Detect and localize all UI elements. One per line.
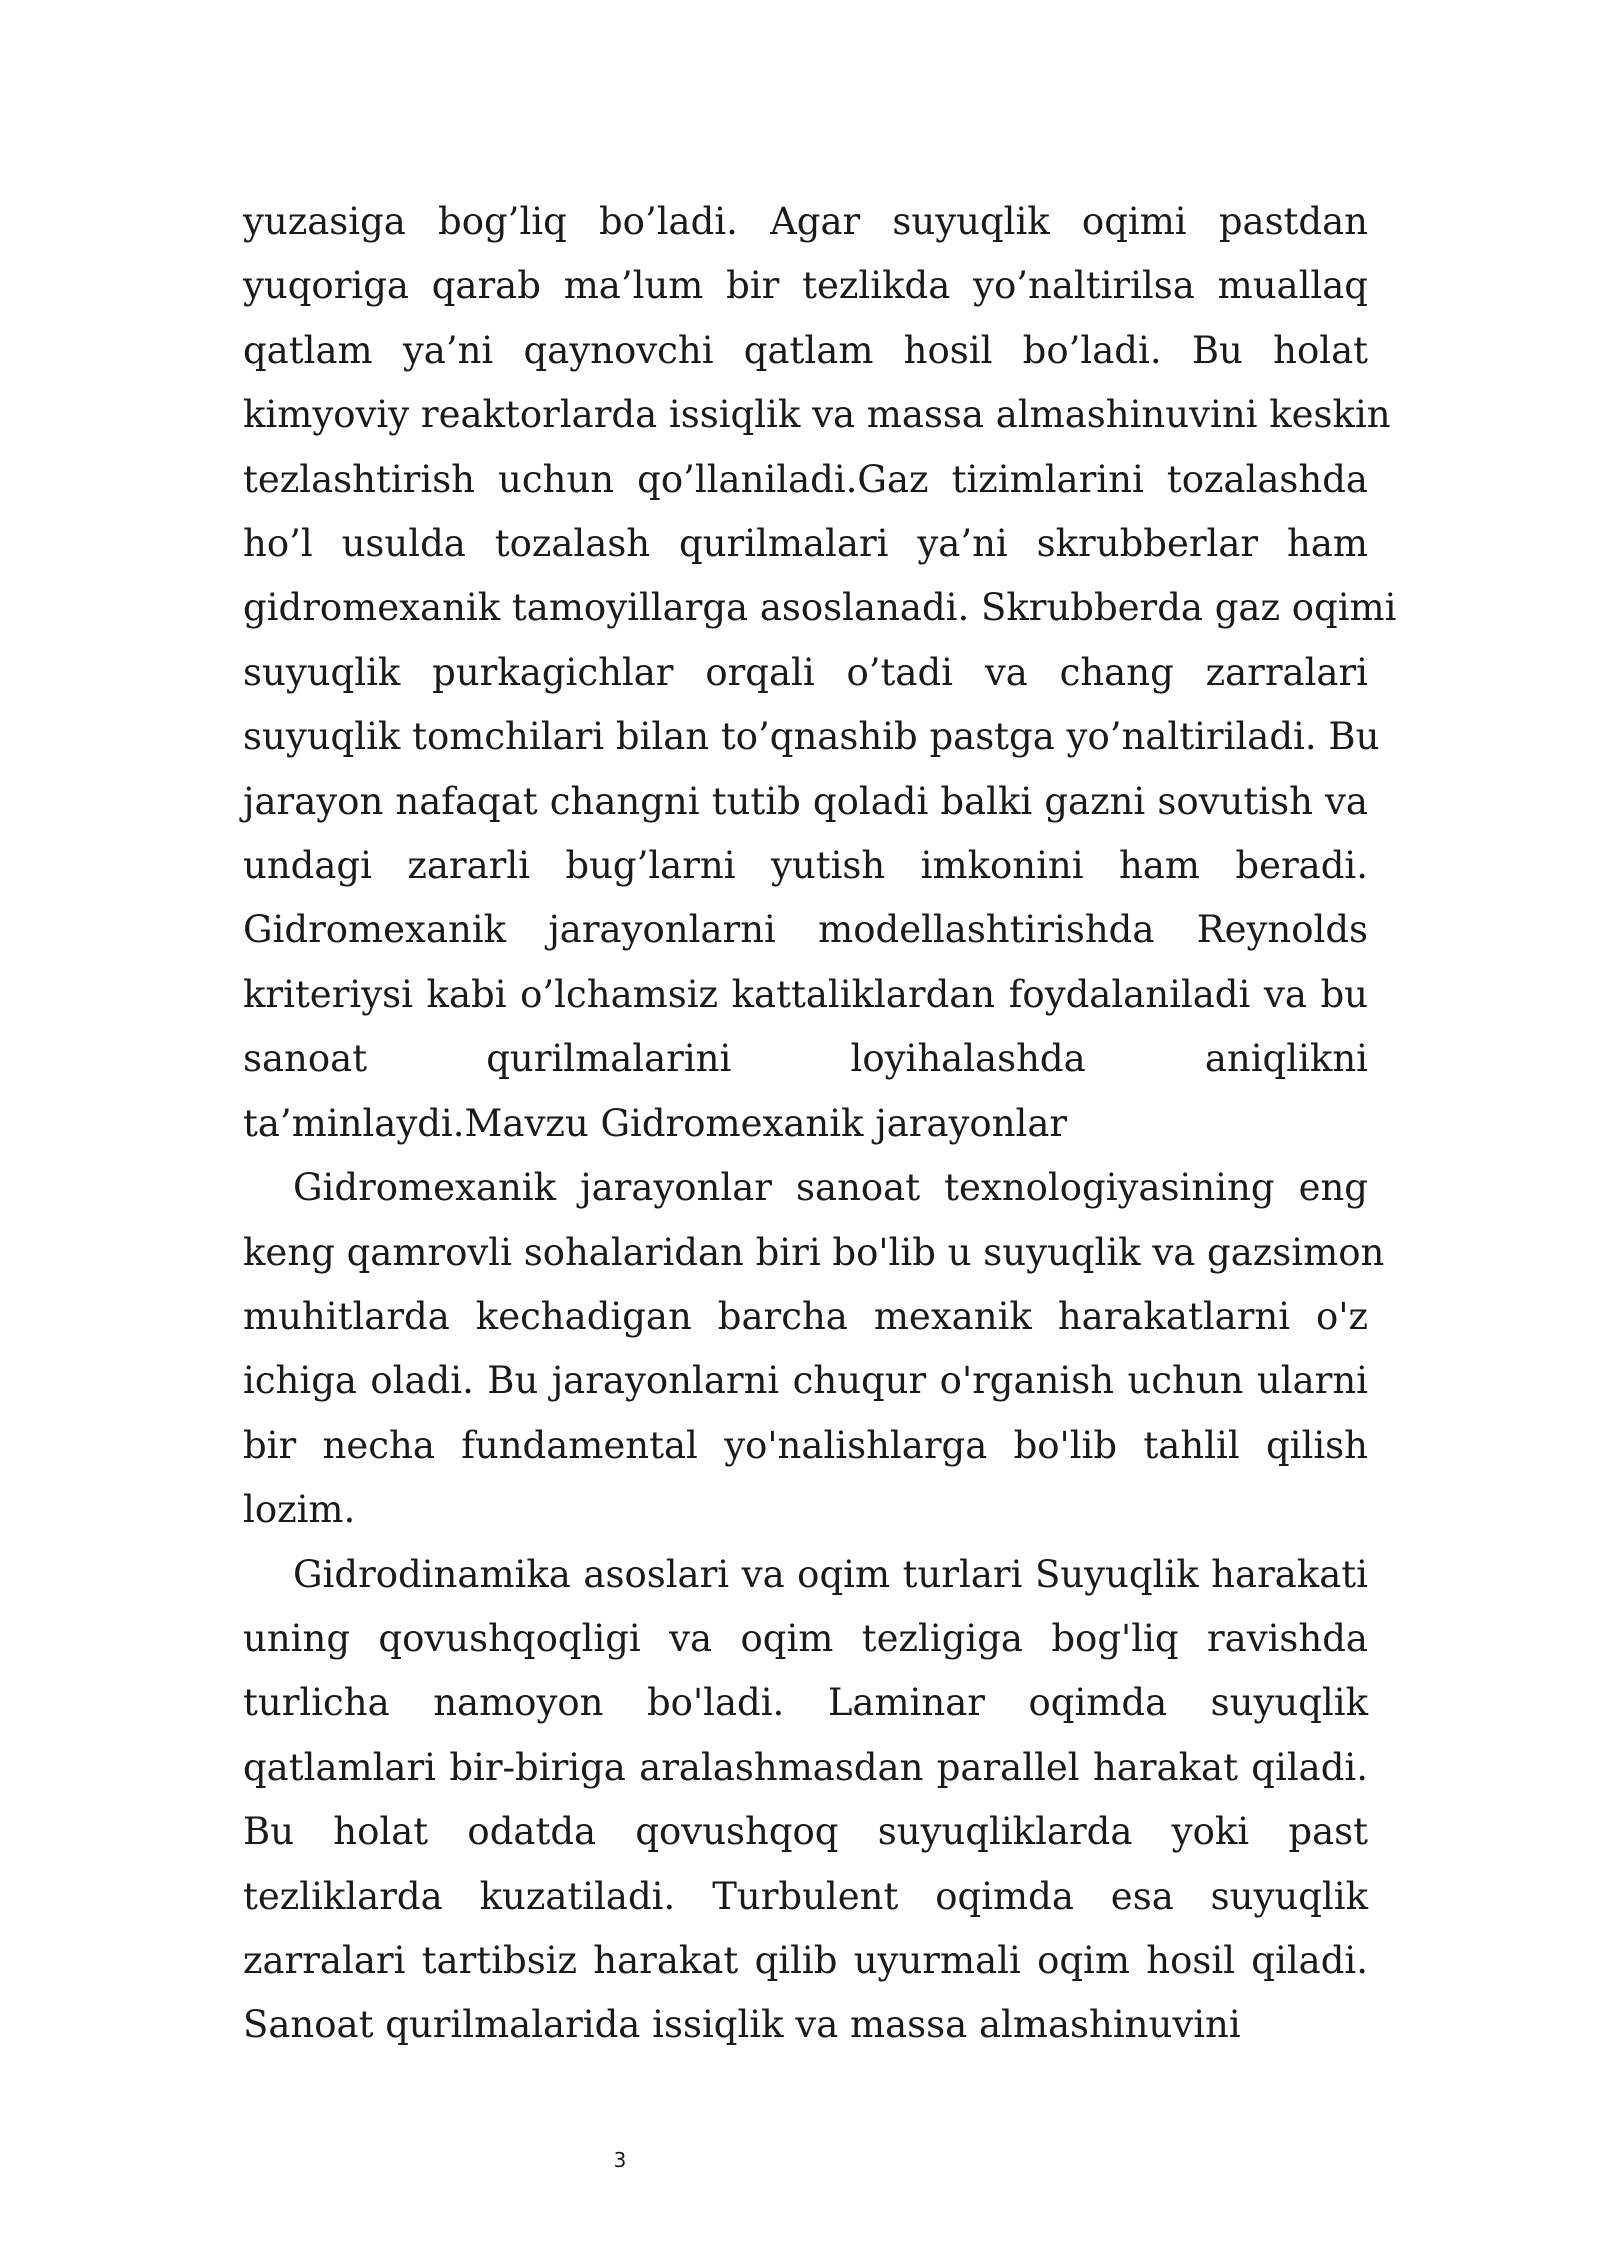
text-line: sanoat qurilmalarini loyihalashda aniqlikni: [243, 1037, 1368, 1081]
text-line: ichiga oladi. Bu jarayonlarni chuqur o'rganish uchun ularni: [243, 1359, 1368, 1403]
text-line: qatlam ya’ni qaynovchi qatlam hosil bo’ladi. Bu holat: [243, 328, 1368, 372]
body-text: [243, 190, 1397, 2058]
text-line: turlicha namoyon bo'ladi. Laminar oqimda suyuqlik: [243, 1681, 1368, 1725]
text-line: kriteriysi kabi o’lchamsiz kattaliklardan foydalaniladi va bu: [243, 972, 1368, 1016]
text-line: zarralari tartibsiz harakat qilib uyurmali oqim hosil qiladi.: [243, 1938, 1368, 1982]
text-line: yuqoriga qarab ma’lum bir tezlikda yo’naltirilsa muallaq: [243, 264, 1368, 308]
text-line: Sanoat qurilmalarida issiqlik va massa almashinuvini: [243, 2003, 1241, 2047]
text-line: qatlamlari bir-biriga aralashmasdan parallel harakat qiladi.: [243, 1745, 1368, 1789]
text-line: Gidromexanik jarayonlarni modellashtirishda Reynolds: [243, 908, 1368, 952]
text-line: uning qovushqoqligi va oqim tezligiga bog'liq ravishda: [243, 1616, 1368, 1660]
text-line: yuzasiga bog’liq bo’ladi. Agar suyuqlik oqimi pastdan: [243, 200, 1368, 243]
paragraph: [243, 1156, 1385, 1542]
text-line: Gidromexanik jarayonlar sanoat texnologiyasining eng: [293, 1166, 1368, 1210]
text-line: jarayon nafaqat changni tutib qoladi balki gazni sovutish va: [243, 779, 1368, 823]
text-line: lozim.: [243, 1488, 356, 1532]
text-line: Gidrodinamika asoslari va oqim turlari Suyuqlik harakati: [293, 1552, 1368, 1596]
text-line: Bu holat odatda qovushqoq suyuqliklarda yoki past: [243, 1810, 1368, 1854]
paragraph: [243, 190, 1397, 1156]
text-line: muhitlarda kechadigan barcha mexanik harakatlarni o'z: [243, 1294, 1368, 1338]
text-line: kimyoviy reaktorlarda issiqlik va massa almashinuvini keskin: [243, 393, 1391, 437]
text-line: ta’minlaydi.Mavzu Gidromexanik jarayonlar: [243, 1101, 1068, 1145]
text-line: gidromexanik tamoyillarga asoslanadi. Skrubberda gaz oqimi: [243, 586, 1397, 630]
paragraph: [243, 1543, 1368, 2058]
page-number: 3: [613, 2148, 627, 2172]
text-line: suyuqlik tomchilari bilan to’qnashib pastga yo’naltiriladi. Bu: [243, 715, 1380, 759]
text-line: ho’l usulda tozalash qurilmalari ya’ni skrubberlar ham: [243, 522, 1368, 566]
text-line: tezliklarda kuzatiladi. Turbulent oqimda esa suyuqlik: [243, 1874, 1368, 1918]
text-line: keng qamrovli sohalaridan biri bo'lib u suyuqlik va gazsimon: [243, 1230, 1385, 1274]
text-line: bir necha fundamental yo'nalishlarga bo'lib tahlil qilish: [243, 1423, 1368, 1467]
text-line: suyuqlik purkagichlar orqali o’tadi va chang zarralari: [243, 650, 1368, 694]
text-line: undagi zararli bug’larni yutish imkonini ham beradi.: [243, 844, 1368, 888]
text-line: tezlashtirish uchun qo’llaniladi.Gaz tizimlarini tozalashda: [243, 457, 1368, 501]
